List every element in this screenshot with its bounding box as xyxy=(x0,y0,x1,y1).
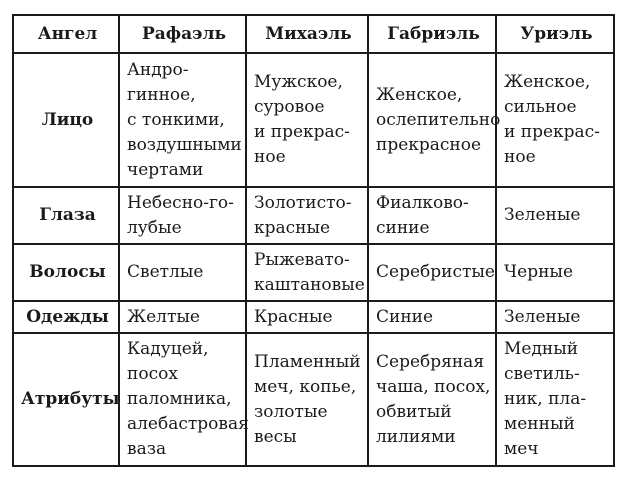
table-cell: Серебряная чаша, посох, обвитый лилиями xyxy=(368,333,496,466)
table-cell: Зеленые xyxy=(496,187,614,244)
table-cell: Небесно-го- лубые xyxy=(119,187,246,244)
table-row-eyes xyxy=(13,187,614,244)
header-michael: Михаэль xyxy=(246,15,368,53)
angels-table xyxy=(12,14,615,467)
table-cell: Серебристые xyxy=(368,244,496,301)
table-cell: Медный светиль- ник, пла- менный меч xyxy=(496,333,614,466)
table-cell: Кадуцей, посох паломника, алебастровая ваза xyxy=(119,333,246,466)
table-cell: Светлые xyxy=(119,244,246,301)
table-cell: Синие xyxy=(368,301,496,333)
row-label: Атрибуты xyxy=(13,333,119,466)
header-raphael: Рафаэль xyxy=(119,15,246,53)
table-row-face xyxy=(13,53,614,187)
header-uriel: Уриэль xyxy=(496,15,614,53)
row-label: Глаза xyxy=(13,187,119,244)
table-cell: Андро- гинное, с тонкими, воздушными чертами xyxy=(119,53,246,187)
row-label: Лицо xyxy=(13,53,119,187)
table-cell: Фиалково- синие xyxy=(368,187,496,244)
table-cell: Пламенный меч, копье, золотые весы xyxy=(246,333,368,466)
table-cell: Желтые xyxy=(119,301,246,333)
row-label: Одежды xyxy=(13,301,119,333)
header-gabriel: Габриэль xyxy=(368,15,496,53)
table-cell: Рыжевато- каштановые xyxy=(246,244,368,301)
table-row-clothes xyxy=(13,301,614,333)
table-cell: Золотисто- красные xyxy=(246,187,368,244)
table-cell: Зеленые xyxy=(496,301,614,333)
header-angel: Ангел xyxy=(13,15,119,53)
table-cell: Женское, сильное и прекрас- ное xyxy=(496,53,614,187)
table-cell: Мужское, суровое и прекрас- ное xyxy=(246,53,368,187)
table-cell: Женское, ослепительно прекрасное xyxy=(368,53,496,187)
table-cell: Черные xyxy=(496,244,614,301)
table-row-hair xyxy=(13,244,614,301)
table-row-attributes xyxy=(13,333,614,466)
table-cell: Красные xyxy=(246,301,368,333)
header-row xyxy=(13,15,614,53)
row-label: Волосы xyxy=(13,244,119,301)
